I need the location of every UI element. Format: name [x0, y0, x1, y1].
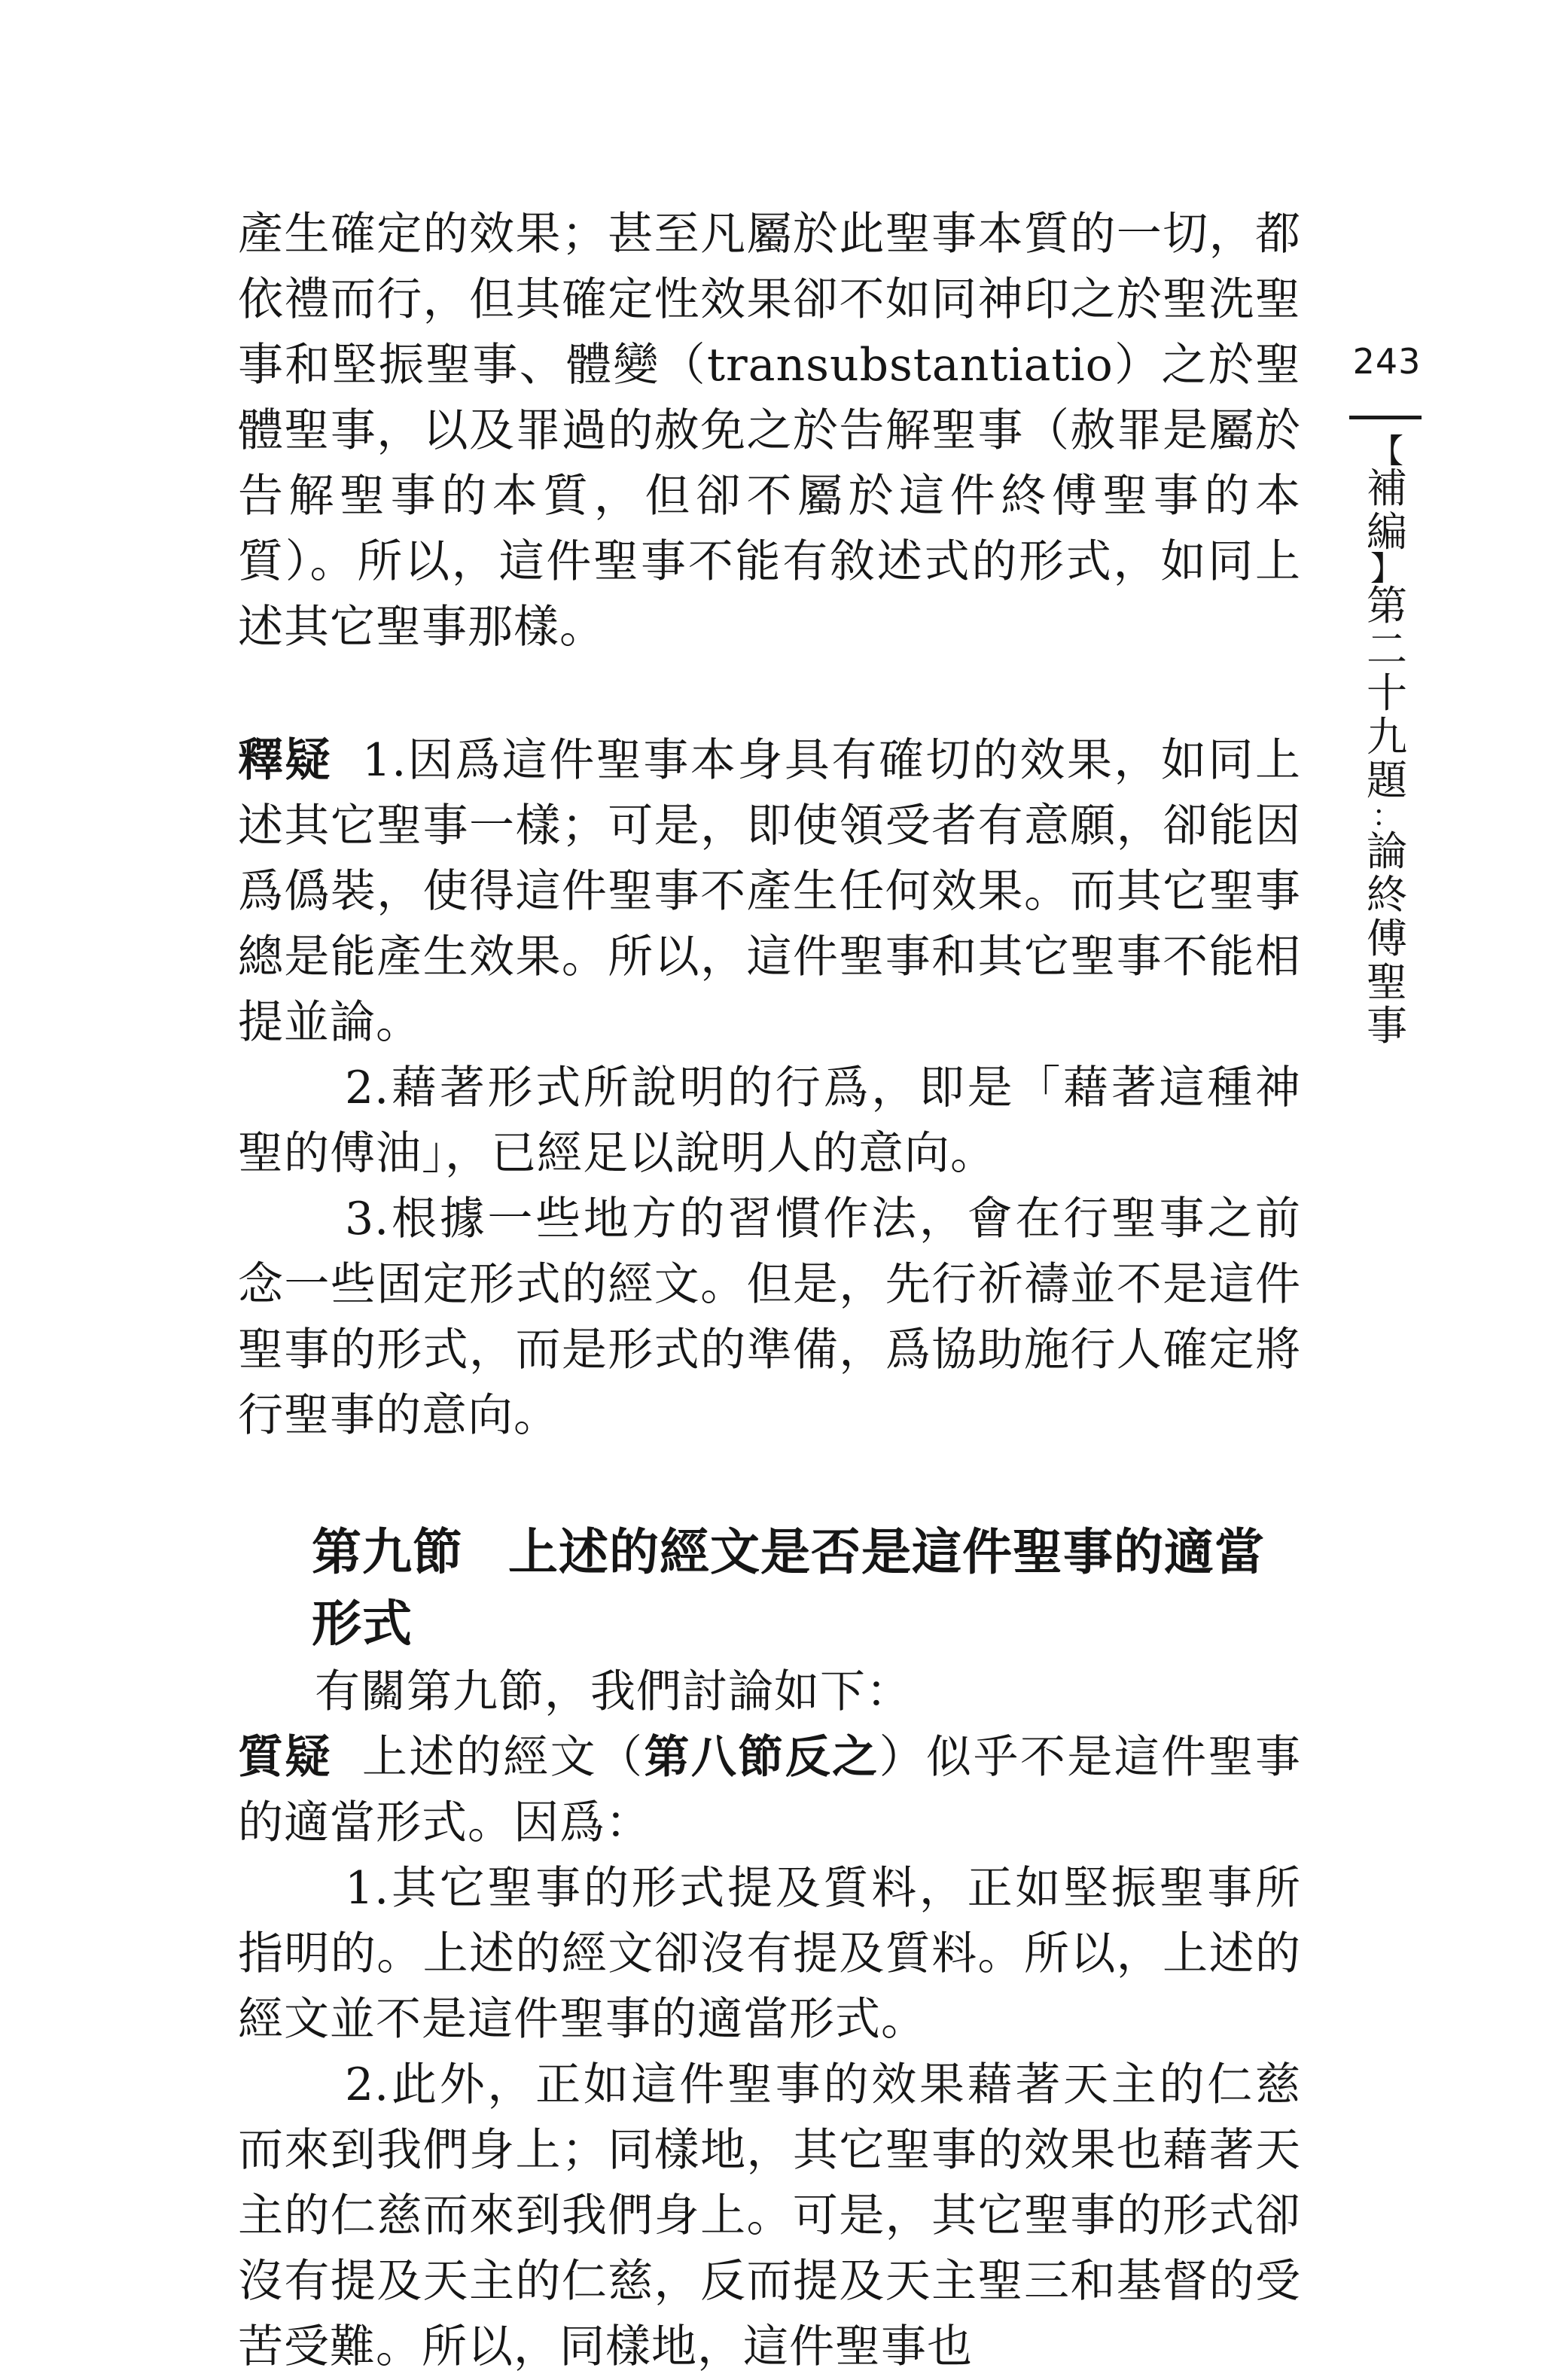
running-head-char: 【	[1370, 432, 1405, 471]
reply-paragraph-3: 3.根據一些地方的習慣作法，會在行聖事之前念一些固定形式的經文。但是，先行祈禱並不是這件聖事的形式，而是形式的準備，爲協助施行人確定將行聖事的意向。	[238, 1193, 1301, 1442]
objection-point-2: 2.此外，正如這件聖事的效果藉著天主的仁慈而來到我們身上；同樣地，其它聖事的效果也藉著天主的仁慈而來到我們身上。可是，其它聖事的形式卻沒有提及天主的仁慈，反而提及天主聖三和基督的受苦受難。所以，同樣地，這件聖事也	[238, 2059, 1301, 2373]
running-head-char: 編	[1367, 508, 1409, 556]
reply-paragraph-1	[238, 728, 1301, 1056]
running-head-char: 】	[1370, 550, 1405, 588]
margin-rule	[1349, 416, 1422, 419]
section-intro: 有關第九節，我們討論如下：	[315, 1665, 912, 1718]
objection-reference: 第八節反之	[644, 1731, 879, 1784]
running-head-vertical	[1361, 432, 1414, 1050]
running-head-char: 九	[1367, 713, 1409, 760]
section-spacer	[238, 1449, 1301, 1516]
running-head-char: 終	[1367, 871, 1409, 919]
section-title-text: 上述的經文是否是這件聖事的適當形式	[312, 1523, 1265, 1653]
section-heading	[238, 1516, 1301, 1659]
continued-paragraph: 產生確定的效果；甚至凡屬於此聖事本質的一切，都依禮而行，但其確定性效果卻不如同神印之於聖洗聖事和堅振聖事、體變（transubstantiatio）之於聖體聖事，以及罪過的赦免之於告解聖事（赦罪是屬於告解聖事的本質，但卻不屬於這件終傅聖事的本質）。所以，這件聖事不能有敘述式的形式，如同上述其它聖事那樣。	[238, 208, 1301, 654]
objection-text-after: ）似乎不是這件聖事的適當形式。因爲：	[238, 1731, 1302, 1849]
section-number: 第九節	[312, 1523, 463, 1581]
running-head-char: ：	[1372, 799, 1403, 833]
running-head-char: 事	[1367, 1002, 1409, 1050]
paragraph-spacer	[238, 660, 1301, 728]
reply-label: 釋疑	[238, 734, 333, 787]
objection-text-before: 上述的經文（	[361, 1731, 645, 1784]
running-head-char: 第	[1367, 582, 1409, 629]
reply-paragraph-2: 2.藉著形式所說明的行爲，即是「藉著這種神聖的傅油」，已經足以說明人的意向。	[238, 1062, 1301, 1180]
objection-label: 質疑	[238, 1731, 332, 1784]
page-number: 243	[1352, 341, 1422, 382]
running-head-char: 論	[1367, 827, 1409, 875]
running-head-char: 聖	[1367, 958, 1409, 1006]
running-head-char: 十	[1367, 669, 1409, 717]
running-head-char: 傅	[1367, 915, 1409, 962]
running-head-char: 二	[1367, 626, 1409, 673]
running-head-char: 補	[1367, 465, 1409, 512]
running-head-char: 題	[1367, 757, 1409, 804]
reply-1-text: 1.因爲這件聖事本身具有確切的效果，如同上述其它聖事一樣；可是，即使領受者有意願，卻能因爲僞裝，使得這件聖事不產生任何效果。而其它聖事總是能產生效果。所以，這件聖事和其它聖事不能相提並論。	[238, 734, 1302, 1049]
objection-paragraph	[238, 1725, 1301, 1856]
objection-point-1: 1.其它聖事的形式提及質料，正如堅振聖事所指明的。上述的經文卻沒有提及質料。所以，上述的經文並不是這件聖事的適當形式。	[238, 1862, 1301, 2046]
main-text-column	[238, 202, 1301, 2380]
